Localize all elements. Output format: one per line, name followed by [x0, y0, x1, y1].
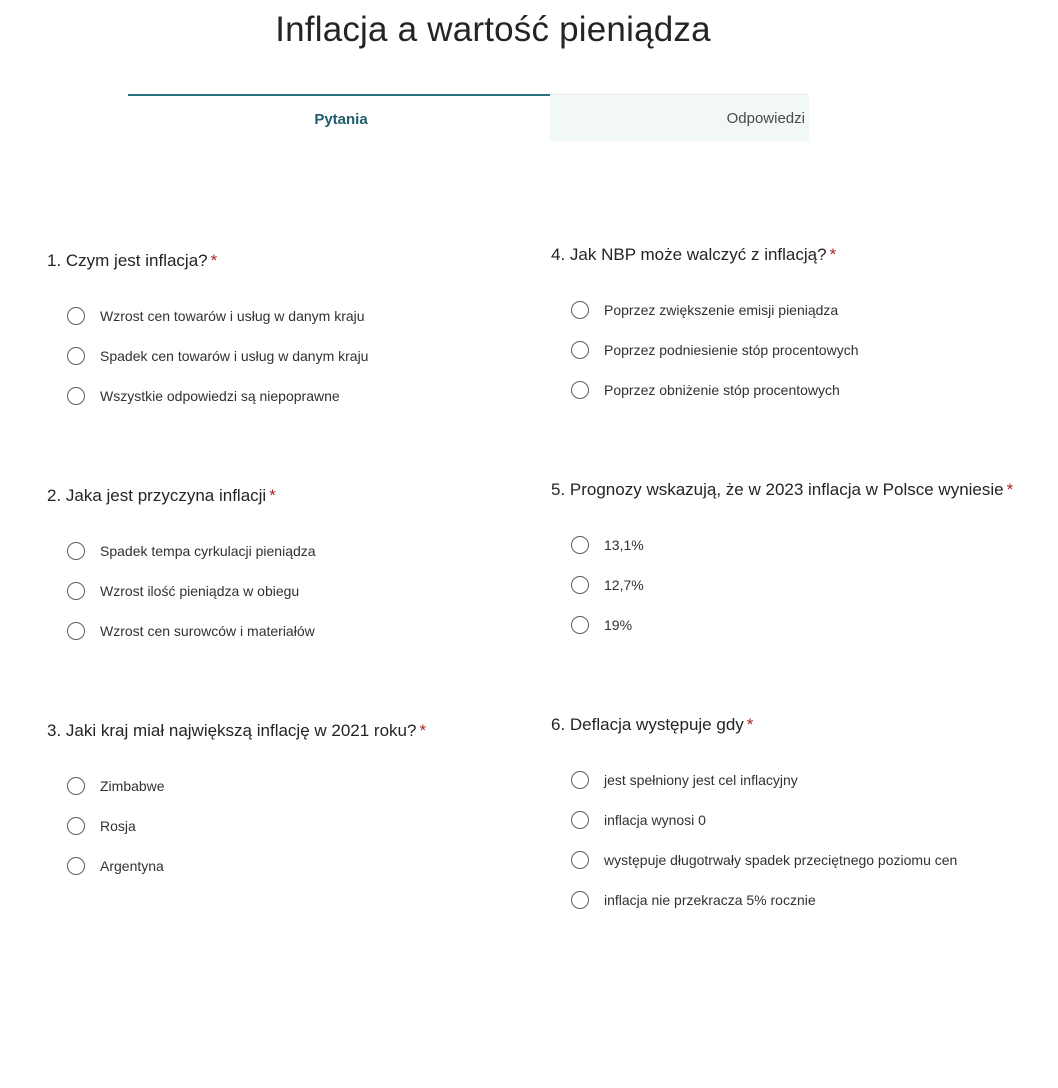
option-4-3[interactable] — [571, 370, 859, 410]
option-label: 12,7% — [604, 577, 644, 593]
question-title-text: 6. Deflacja występuje gdy — [551, 715, 744, 734]
radio-button[interactable] — [67, 777, 85, 795]
option-1-1[interactable] — [67, 296, 368, 336]
option-label: jest spełniony jest cel inflacyjny — [604, 772, 798, 788]
required-marker: * — [269, 486, 276, 505]
option-label: Wzrost cen towarów i usług w danym kraju — [100, 308, 365, 324]
option-label: Poprzez obniżenie stóp procentowych — [604, 382, 840, 398]
required-marker: * — [746, 715, 754, 734]
radio-button[interactable] — [571, 891, 589, 909]
option-6-1[interactable] — [571, 760, 957, 800]
option-6-2[interactable] — [571, 800, 957, 840]
options-list — [551, 525, 1013, 645]
options-list — [551, 290, 859, 410]
question-1 — [47, 249, 368, 416]
question-title — [47, 484, 316, 508]
option-5-2[interactable] — [571, 565, 1013, 605]
radio-button[interactable] — [67, 347, 85, 365]
radio-button[interactable] — [67, 582, 85, 600]
question-title-text: 1. Czym jest inflacja? — [47, 251, 208, 270]
radio-button[interactable] — [571, 616, 589, 634]
options-list — [551, 760, 957, 920]
tab-bar — [128, 94, 809, 141]
option-label: Zimbabwe — [100, 778, 165, 794]
option-label: Wzrost ilość pieniądza w obiegu — [100, 583, 300, 599]
question-title — [551, 713, 957, 737]
option-1-3[interactable] — [67, 376, 368, 416]
options-list — [47, 766, 426, 886]
radio-button[interactable] — [67, 307, 85, 325]
radio-button[interactable] — [67, 817, 85, 835]
option-label: inflacja wynosi 0 — [604, 812, 706, 828]
required-marker: * — [829, 245, 837, 264]
question-3 — [47, 719, 426, 886]
question-6 — [551, 713, 957, 920]
question-title — [47, 249, 368, 273]
radio-button[interactable] — [571, 811, 589, 829]
radio-button[interactable] — [571, 771, 589, 789]
required-marker: * — [1006, 480, 1014, 499]
option-2-2[interactable] — [67, 571, 316, 611]
question-title-text: 2. Jaka jest przyczyna inflacji — [47, 486, 267, 505]
option-label: inflacja nie przekracza 5% rocznie — [604, 892, 816, 908]
options-list — [47, 296, 368, 416]
radio-button[interactable] — [67, 857, 85, 875]
radio-button[interactable] — [571, 381, 589, 399]
tab-answers[interactable]: Odpowiedzi — [550, 94, 809, 141]
option-5-1[interactable] — [571, 525, 1013, 565]
question-title-text: 3. Jaki kraj miał największą inflację w 2021 roku? — [47, 721, 417, 740]
option-label: Poprzez zwiększenie emisji pieniądza — [604, 302, 839, 318]
option-3-1[interactable] — [67, 766, 426, 806]
required-marker: * — [210, 251, 218, 270]
option-label: występuje długotrwały spadek przeciętnego poziomu cen — [604, 852, 958, 868]
option-6-3[interactable] — [571, 840, 957, 880]
option-label: Rosja — [100, 818, 136, 834]
option-2-3[interactable] — [67, 611, 316, 651]
option-5-3[interactable] — [571, 605, 1013, 645]
radio-button[interactable] — [571, 536, 589, 554]
required-marker: * — [419, 721, 427, 740]
option-1-2[interactable] — [67, 336, 368, 376]
option-3-2[interactable] — [67, 806, 426, 846]
option-label: Argentyna — [100, 858, 164, 874]
option-4-2[interactable] — [571, 330, 859, 370]
option-label: Spadek cen towarów i usług w danym kraju — [100, 348, 369, 364]
question-title — [551, 478, 1013, 502]
question-title — [47, 719, 426, 743]
question-title — [551, 243, 859, 267]
question-5 — [551, 478, 1013, 645]
question-title-text: 4. Jak NBP może walczyć z inflacją? — [551, 245, 827, 264]
radio-button[interactable] — [571, 576, 589, 594]
radio-button[interactable] — [571, 301, 589, 319]
option-label: Wzrost cen surowców i materiałów — [100, 623, 315, 639]
tab-questions[interactable]: Pytania — [128, 94, 550, 141]
option-label: 19% — [604, 617, 633, 633]
question-4 — [551, 243, 859, 410]
radio-button[interactable] — [571, 851, 589, 869]
options-list — [47, 531, 316, 651]
option-4-1[interactable] — [571, 290, 859, 330]
option-label: 13,1% — [604, 537, 644, 553]
option-label: Poprzez podniesienie stóp procentowych — [604, 342, 859, 358]
question-2 — [47, 484, 316, 651]
radio-button[interactable] — [67, 622, 85, 640]
radio-button[interactable] — [67, 387, 85, 405]
option-6-4[interactable] — [571, 880, 957, 920]
option-3-3[interactable] — [67, 846, 426, 886]
radio-button[interactable] — [67, 542, 85, 560]
option-2-1[interactable] — [67, 531, 316, 571]
option-label: Spadek tempa cyrkulacji pieniądza — [100, 543, 316, 559]
radio-button[interactable] — [571, 341, 589, 359]
option-label: Wszystkie odpowiedzi są niepoprawne — [100, 388, 340, 404]
question-title-text: 5. Prognozy wskazują, że w 2023 inflacja w Polsce wyniesie — [551, 480, 1004, 499]
form-title: Inflacja a wartość pieniądza — [275, 10, 711, 49]
